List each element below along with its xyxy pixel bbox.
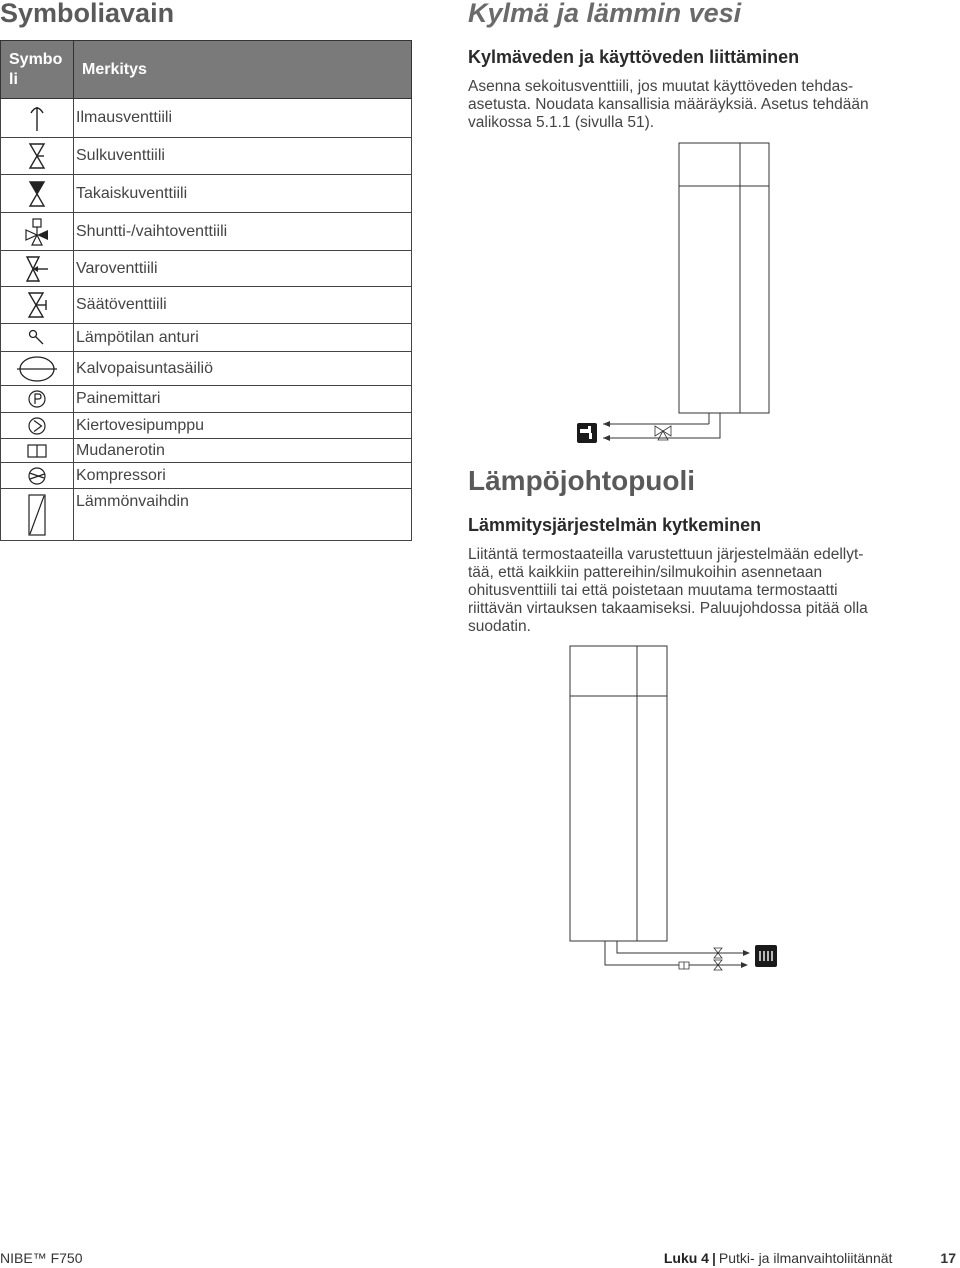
row-label: Kiertovesipumppu (74, 413, 412, 439)
row-label: Kompressori (74, 463, 412, 489)
page-title-symbols: Symboliavain (0, 0, 175, 28)
safety-valve-icon (1, 254, 73, 284)
row-label: Takaiskuventtiili (74, 175, 412, 213)
temperature-sensor-icon (1, 328, 73, 348)
subsection-title-heating: Lämmitysjärjestelmän kytkeminen (468, 515, 762, 535)
section-title-heating: Lämpöjohtopuoli (468, 465, 696, 496)
particle-filter-icon (1, 443, 73, 459)
table-row (1, 439, 412, 463)
compressor-icon (1, 466, 73, 486)
table-row (1, 175, 412, 213)
table-row (1, 489, 412, 541)
table-row (1, 213, 412, 251)
footer-chapter-number: Luku 4 (663, 1250, 709, 1266)
expansion-vessel-icon (1, 355, 73, 383)
text-line: tää, että kaikkiin pattereihin/silmukoihin asennetaan (468, 564, 823, 581)
table-header-meaning: Merkitys (74, 41, 412, 99)
footer-chapter: Luku 4 | Putki- ja ilmanvaihtoliitännät 17 (663, 1250, 956, 1266)
water-connection-diagram (560, 140, 780, 450)
pressure-gauge-icon (1, 389, 73, 409)
three-way-valve-icon (1, 217, 73, 247)
table-row (1, 413, 412, 439)
row-label: Kalvopaisuntasäiliö (74, 352, 412, 386)
row-label: Ilmausventtiili (74, 99, 412, 138)
row-label: Mudanerotin (74, 439, 412, 463)
footer-product: NIBE™ F750 (0, 1250, 83, 1266)
particle-filter-icon (679, 962, 689, 969)
row-label: Lämpötilan anturi (74, 324, 412, 352)
table-row (1, 386, 412, 413)
table-row (1, 138, 412, 175)
text-line: Asenna sekoitusventtiili, jos muutat käyttöveden tehdas- (468, 78, 854, 95)
table-row (1, 463, 412, 489)
control-valve-icon (1, 290, 73, 320)
text-line: suodatin. (468, 618, 531, 635)
radiator-icon (755, 945, 777, 967)
check-valve-icon (1, 179, 73, 209)
heating-connection-diagram (560, 640, 790, 980)
text-line: riittävän virtauksen takaamiseksi. Paluujohdossa pitää olla (468, 600, 868, 617)
water-tap-icon (577, 423, 597, 443)
row-label: Säätöventtiili (74, 287, 412, 324)
table-row (1, 99, 412, 138)
symbol-table (0, 40, 412, 541)
row-label: Shuntti-/vaihtoventtiili (74, 213, 412, 251)
circulation-pump-icon (1, 416, 73, 436)
text-line: Liitäntä termostaateilla varustettuun järjestelmään edellyt- (468, 546, 864, 563)
heat-exchanger-icon (1, 493, 73, 537)
row-label: Sulkuventtiili (74, 138, 412, 175)
text-line: valikossa 5.1.1 (sivulla 51). (468, 114, 655, 131)
air-vent-icon (1, 103, 73, 133)
shut-off-valve-icon (1, 141, 73, 171)
table-header-symbol: Symboli (1, 41, 74, 99)
table-row (1, 287, 412, 324)
table-row (1, 352, 412, 386)
paragraph-water (468, 78, 948, 132)
paragraph-heating (468, 546, 953, 636)
subsection-title-water: Kylmäveden ja käyttöveden liittäminen (468, 47, 800, 67)
page-number: 17 (940, 1250, 956, 1266)
table-row (1, 251, 412, 287)
row-label: Painemittari (74, 386, 412, 413)
footer-section: Putki- ja ilmanvaihtoliitännät (718, 1250, 893, 1266)
section-title-water: Kylmä ja lämmin vesi (468, 0, 742, 28)
text-line: ohitusventtiili tai että poistetaan muutama termostaatti (468, 582, 838, 599)
row-label: Varoventtiili (74, 251, 412, 287)
table-row (1, 324, 412, 352)
text-line: asetusta. Noudata kansallisia määräyksiä. Asetus tehdään (468, 96, 869, 113)
row-label: Lämmönvaihdin (74, 489, 412, 541)
shut-off-valve-icon (714, 948, 722, 970)
